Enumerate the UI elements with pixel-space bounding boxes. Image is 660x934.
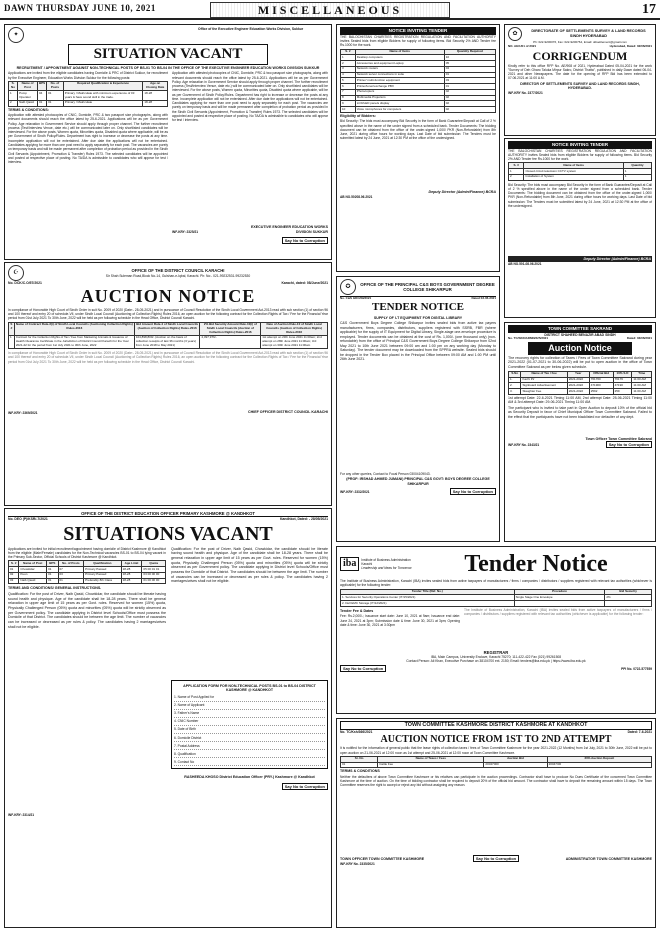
table-cell: 2021-2022 xyxy=(567,389,589,395)
table-header: Name of Items xyxy=(524,163,623,169)
table-cell: Naib Qasid xyxy=(19,578,47,584)
table-cell: 11:00 AM xyxy=(632,377,652,383)
signature-right: ADMINISTRATOR TOWN COMMITTEE KASHMORE xyxy=(565,857,652,862)
table-cell: 9 xyxy=(341,101,356,107)
ad-intro: Applications are invited for initial recruitment/appointment having domicile of District Kashmore @ Kandhkot from the eligible (Male/Female) candidates for the Non-Technical vacancies BS-01 to BS-04 lying vacant in the Primary Sub-Sector, Official Schools of District Kashmore @ Kandhkot. xyxy=(8,546,166,560)
govt-seal-icon: ✦ xyxy=(8,27,24,43)
table-cell: 01 00 00 00 xyxy=(142,578,166,584)
table-header: 10% S.D xyxy=(613,371,632,377)
office-address: Sir Shah Suleman Road,Block No-14, Gulshan-e-Iqbal, Karachi. Ph: No:- 021-99232531-99232530 xyxy=(105,273,251,278)
table-cell: 2. Dell EMC Storage (IT/12/2021) xyxy=(341,601,515,607)
auction-table xyxy=(508,371,652,395)
table-cell: 11:00 AM xyxy=(632,383,652,389)
posts-table xyxy=(8,560,166,584)
table-cell: Naib Qasid xyxy=(18,100,38,106)
ad-title: NOTICE INVITING TENDER xyxy=(508,141,652,149)
table-cell: Chowkidar xyxy=(19,567,47,573)
table-header: Procedure xyxy=(514,589,605,595)
signature: CHIEF OFFICER DISTRICT COUNCIL KARACHI xyxy=(248,410,328,415)
table-header: S. # xyxy=(9,561,19,567)
table-header: Official Bid xyxy=(589,371,613,377)
office-name: OFFICE OF THE DISTRICT COUNCIL KARACHI xyxy=(131,268,225,274)
notice-inviting-tender-2-ad xyxy=(504,138,656,318)
contact-text: For any other queries, Contact to Focal Person 03004109043. xyxy=(340,471,431,476)
form-field: 4. CNIC Number xyxy=(174,718,325,726)
corrigendum-ad xyxy=(504,24,656,136)
sakrand-auction-ad xyxy=(504,322,656,542)
ad-title: Tender Notice xyxy=(464,551,608,577)
ad-title: AUCTION NOTICE xyxy=(80,286,256,307)
table-cell: Primary / Matriculate xyxy=(63,100,143,106)
table-cell: 02 xyxy=(444,95,495,101)
table-cell: Voice microphones for computers xyxy=(355,107,444,113)
table-header: Name of Taxes / Fees xyxy=(378,756,484,762)
table-cell: 1 xyxy=(623,174,651,180)
criteria-title: Eligibility of Bidders: xyxy=(340,113,376,118)
table-header: S. # xyxy=(341,49,356,55)
table-cell: Photocopiers xyxy=(355,89,444,95)
table-cell: 04 xyxy=(37,91,46,101)
auction-table xyxy=(340,756,652,769)
bid-security-text: Bid Security: The bids must accompany Bid Security in the form of Bank Guarantee/Deposit at Call of 2 % specified above in the name of the under signed from a scheduled bank. Tender Documents: The bidding document can be obtained from the office of the under-signed 1,000/ PKR (Non-Refundable) from 8th June, 2021 during office hours for working days. Last Date of bid submission: The Tenders must be submitted latest by 24 June, 2021 at 12:30 PM at the office of the undersigned. xyxy=(508,182,652,208)
table-header: 2% Bid Security Amount Rule-10(i) of Sindh Local Councils (Auction of Collection Rights) Rules-2016 xyxy=(200,322,261,335)
office-phones: Ph: 022-9200076, Fax: 022-9200764, Email: ddsettlement@gmail.com xyxy=(533,40,627,44)
table-cell: Installation of System xyxy=(524,174,623,180)
say-no-corruption-badge: Say No to Corruption xyxy=(282,237,328,244)
table-header: S. No xyxy=(9,81,18,91)
table-cell: 6 xyxy=(341,84,356,90)
items-table xyxy=(508,162,652,180)
table-cell: 1 xyxy=(509,169,524,175)
fee-title: Tender Fee & Dates xyxy=(340,608,374,613)
table-cell: Desktop computers xyxy=(355,55,444,61)
iba-logo-icon: iba xyxy=(340,557,359,572)
table-cell: 01 xyxy=(47,100,64,106)
table-cell: 07 xyxy=(58,567,84,573)
signature: EXECUTIVE ENGINEER EDUCATION WORKS DIVISION SUKKUR xyxy=(250,225,328,234)
terms-body: Application with attested photocopies of CNIC, Domicile, PRC & two passport size photographs, along with relevant documents should reach the office latest by 25-6-2021. Applications will be as per Government Policy. Age relaxation in Government Service should apply through proper channel. The further recruitment process (Test/Interview Venue, date etc.) will be communicated later on. Only shortlisted candidates will be interviewed. For the above posts, Women quota, Minorities quota, Disabled quota where applicable, will be as per Government of Sindh Policy/Rules. Department has right to increase or decrease the posts at any time. Incomplete application will not be entertained. After due date the applications will not be entertained. Candidates applying for more than one post need to apply separately for each post. The vacancies are purely on temporary basis and will be made permanent after completion of probation period as provided in the Sindh Civil Servants (Appointment, Promotion & Transfer) Rules 1973. The selected candidates will be appointed and posted at respective place of posting. No TA/DA is admissible to candidates who will appear for test / interview. xyxy=(8,113,168,165)
table-cell: 02 xyxy=(444,107,495,113)
inf-number: INF-KRY: 2314/21 xyxy=(8,812,35,817)
form-field: 2. Name of Applicant xyxy=(174,702,325,710)
table-cell: 2,097,976/- xyxy=(200,335,261,348)
table-header: S. # xyxy=(509,163,524,169)
ref-date: Dated: 03/06/2021 xyxy=(626,335,652,340)
inf-number: INF-KRY: 2325/21 xyxy=(172,230,199,235)
ad-intro: The Institute of Business Administration, Karachi (IBA) invites sealed bids from active taxpayers of manufacturers / firms / companies / distributors / suppliers registered with relevant tax authorities (whichever is applicable) for the following tender: xyxy=(340,579,652,588)
table-cell: 03 xyxy=(58,572,84,578)
table-header: Bid Amount Rule-4 of Sindh Local Councils (Auction of Collection Rights) Rules-2016 xyxy=(134,322,200,335)
situations-vacant-ad xyxy=(4,508,332,928)
signature: Deputy Director (Admin/Finance) BCRA xyxy=(428,190,496,195)
table-cell: 18-28 xyxy=(121,572,142,578)
table-header: Year xyxy=(567,371,589,377)
iba-instructions: The Institute of Business Administration, Karachi (IBA) invites sealed bids from active taxpayers of manufacturers / firms / companies / distributors / suppliers registered with relevant tax authorities (whichever is applicable) for the following tender: xyxy=(464,607,652,617)
table-row xyxy=(9,335,328,348)
ref-number: PPI No. 0722-577559 xyxy=(621,666,652,671)
ref-number: NO. AE/1/01 of 2021 xyxy=(508,43,537,48)
table-cell: Kachi Pir xyxy=(521,377,567,383)
table-row xyxy=(9,100,168,106)
inf-number: INF-KRY No. 2377/2021 xyxy=(508,90,543,95)
table-cell: Multimedia Projectors xyxy=(355,95,444,101)
table-cell: 1 xyxy=(341,55,356,61)
table-cell: 01 xyxy=(444,72,495,78)
table-cell: Signboard Advertisement xyxy=(521,383,567,389)
ad-intro: THE BALOCHISTAN CHARITIES REGISTRATION REGULATION AND FACILITATION AUTHORITY invites Sealed bids from eligible Bidders for supply of following items. Bid Security 2% AND Tender fee Rs.1000 for the work. xyxy=(340,34,496,48)
say-no-corruption-badge: Say No to Corruption xyxy=(606,441,652,448)
bid-security-text: Bid Security: The bids must accompany Bid Security in the form of Bank Guarantee/Deposit at Call of 2 % specified above in the name of the under signed from a scheduled bank. Tender Documents: The bidding document can be obtained from the office of the under-signed 1,000/ PKR (Non-Refundable) from 8th June, 2021 during office hours for working days. Last Date of bid submission: The Tenders must be submitted latest by 24 June, 2021 at 12:30 PM at the office of the undersigned. xyxy=(340,119,496,141)
ref-date: Dated 03-06-2021 xyxy=(471,296,496,300)
signature: Deputy Director (Admin/Finance) BCRA xyxy=(508,256,652,262)
terms-continued-text: Application with attested photocopies of CNIC, Domicile, PRC & two passport size photographs, along with relevant documents should reach the office latest by 25-6-2021. Applications will be as per Government Policy. Age relaxation in Government Service should apply through proper channel. The further recruitment process (Test/Interview Venue, date etc.) will be communicated later on. Only shortlisted candidates will be interviewed. For the above posts, Women quota, Minorities quota, Disabled quota where applicable, will be as per Government of Sindh Policy/Rules. Department has right to increase or decrease the posts at any time. Incomplete application will not be entertained. After due date the applications will not be entertained. Candidates applying for more than one post need to apply separately for each post. The vacancies are purely on temporary basis and will be made permanent after completion of probation period as provided in the Sindh Civil Servants (Appointment, Promotion & Transfer) Rules 1973. The selected candidates will be appointed and posted at respective place of posting. No TA/DA is admissible to candidates who will appear for test / interview. xyxy=(172,71,328,123)
table-header: Auction Bid xyxy=(484,756,547,762)
table-cell: 04 xyxy=(444,66,495,72)
table-cell: 3. xyxy=(509,389,521,395)
ad-intro: It is notified for the information of general public that the lease rights of collection taxes / fees of Town Committee Kashmore for the year 2021-2022 (12 Months) from 1st July, 2021 to 30th June, 2022 will be put to open auction on 21-06-2021 at 12:00 noon as 1st attempt and 25-06-2021 at 12:00 noon at Town Committee Kashmore. xyxy=(340,746,652,755)
table-header: S # xyxy=(9,322,15,335)
institute-name: Institute of Business Administration Karachi xyxy=(361,558,411,566)
office-name: OFFICE OF THE DISTRICT EDUCATION OFFICER PRIMARY KASHMORE @ KANDHKOT xyxy=(8,511,328,517)
form-field: 7. Postal Address xyxy=(174,742,325,750)
say-no-corruption-badge: Say No to Corruption xyxy=(450,488,496,495)
terms-title: TERMS & CONDITIONS: xyxy=(8,107,49,112)
ad-intro: In compliance of Honorable High Court of Sindh Order in suit No. 2009 of 2020 (Date:- 28-05-2021) and in pursuance of Council Resolution of the Sindh Local Government Act-2013 read with sub section (1) of section 96 and 100 thereof and entry 20 of schedule-VII, under Sindh Local Council (Auctioning of Collection Rights) Rules 2016, an open auction for the following contract for the Collection Rights of Tax / Fee for the Financial Year period from 01st July 2021 To 30th June, 2022 will be held as per following schedule in the Head Office, District Council Karachi. xyxy=(8,307,328,321)
ad-title: SITUATIONS VACANT xyxy=(63,522,273,545)
table-header: Quota xyxy=(142,561,166,567)
table-cell: Single Stage One Envelope xyxy=(514,595,605,601)
auction-table xyxy=(8,322,328,350)
corrigendum-body: Kindly refer to this office RFP No. AE/908 of 2021, Hyderabad Dated 05-04-2021 for the work "Survey of Deh Gharo Taluka Mirpur Sakro, District Thatta", published in daily Dawn dated 06-04-2021 and other Newspapers. The date for the opening of RFP Bid has been extended to 07.06.2021 at 11:00 A.M. xyxy=(508,63,652,81)
form-field: 8. Qualification xyxy=(174,750,325,758)
table-header: Bid Security xyxy=(605,589,652,595)
table-cell: Accessories and equipment Laptop xyxy=(355,61,444,67)
table-header: Required Qualification & Experience xyxy=(63,81,143,91)
table-cell: Network routers xyxy=(355,66,444,72)
ref-date: Hyderabad, Dated: 02/06/2021 xyxy=(609,43,652,48)
form-title: APPLICATION FORM FOR NON-TECHNICAL POSTS BS-01 to BS-04 DISTRICT KASHMORE @ KANDHKOT xyxy=(183,683,316,692)
table-header: No. of Posts xyxy=(58,561,84,567)
table-header: Time xyxy=(632,371,652,377)
form-field: 5. Date of Birth xyxy=(174,726,325,734)
office-name: OFFICE OF THE PRINCIPAL C&S BOYS GOVERNMENT DEGREE COLLEGE SHIKARPUR xyxy=(360,281,495,292)
ad-subtitle: RECRUITMENT / APPOINTMENT AGAINST NON-TECHNICAL POSTS OF BS-01 TO BS-04 IN THE OFFICE OF THE EXECUTIVE ENGINEER EDUCATION WORKS DIVISION SUKKUR xyxy=(16,65,320,70)
masthead xyxy=(0,0,660,20)
table-cell: 01 xyxy=(444,84,495,90)
sindh-seal-icon: ✿ xyxy=(508,27,522,41)
supply-title: SUPPLY OF I-T EQUIPMENT FOR DIGITAL LIBRARY xyxy=(373,315,463,320)
table-cell: Network server connections in suite xyxy=(355,72,444,78)
signature: (PROF: IRSHAD AHMED JUMANI) PRINCIPAL C&S GOVT: BOYS DEGREE COLLEGE SHIKARPUR xyxy=(346,477,490,486)
table-cell xyxy=(605,601,652,607)
table-cell: 18-28 xyxy=(121,567,142,573)
table-cell: 20047000 xyxy=(484,762,547,768)
table-cell: 01 xyxy=(58,578,84,584)
table-cell: Contract for the Collection Rights of Tax / Fee from Marketing Animals & Issuance of Health Clearance Certificate in the Jurisdiction of District Council Karachi for the Year 2021-22 for the period from 1st July 2021 to 30th June, 2022 xyxy=(14,335,134,348)
table-cell: 01 xyxy=(47,567,58,573)
application-form xyxy=(171,680,328,770)
table-cell: 2. xyxy=(509,383,521,389)
table-row xyxy=(9,91,168,101)
ref-number: No. DCK/C.O/57/2021 xyxy=(8,281,42,285)
table-cell: Printer/toner/exchange PBX xyxy=(355,84,444,90)
office-name: Office of the Executive Engineer Education Works Division, Sukkur xyxy=(198,27,304,31)
council-logo-icon: ☪ xyxy=(8,265,24,281)
inf-number: INF-KRY No. 2335/2021 xyxy=(340,861,375,866)
ref-number: No. TC/Ksh/366/2021 xyxy=(340,729,373,734)
ref-number: No. TC/SKD/ADMN/225/2021 xyxy=(508,335,549,340)
ad-intro: The recovery rights for collection of Taxes / Fees of Town Committee Sakrand during year 2021-2022 (01-07-2021 to 30-06-2022) will be put to open auction in the office of Town Committee Sakrand as per below given schedule. xyxy=(508,355,652,370)
office-name: DIRECTORATE OF SETTLEMENTS SURVEY & LAND RECORDS SINDH HYDERABAD xyxy=(531,29,646,38)
table-header: Quantity xyxy=(623,163,651,169)
ad-title: TENDER NOTICE xyxy=(372,300,464,313)
table-row xyxy=(341,107,496,113)
table-cell: 2 xyxy=(509,174,524,180)
ad-intro: Applications are invited from the eligible candidates having Domicile & PRC of District Sukkur, for recruitment by the Executive Engineer, Education Works Division Sukkur for the following posts: xyxy=(8,71,168,80)
table-cell: 02 xyxy=(444,101,495,107)
office-name: TOWN COMMITTEE SAKRAND xyxy=(508,325,652,333)
table-header: Qualification xyxy=(84,561,121,567)
table-header: Name of Post xyxy=(19,561,47,567)
ref-date: Karachi, dated: 08/June/2021 xyxy=(281,281,328,285)
table-cell: 10 xyxy=(444,55,495,61)
inf-number: INF-KRY: 2369/2021 xyxy=(8,410,38,415)
table-cell: 76176 xyxy=(613,377,632,383)
table-cell: 01 xyxy=(341,762,378,768)
table-cell: 761760 xyxy=(589,377,613,383)
table-cell: 05 xyxy=(444,61,495,67)
table-cell: 01 xyxy=(47,572,58,578)
table-cell: Cattle Fee xyxy=(378,762,484,768)
table-cell: Slaughter Fee xyxy=(521,389,567,395)
table-header: Tender Title (Ref. No.) xyxy=(341,589,515,595)
table-cell: 471900 xyxy=(589,383,613,389)
form-field: 3. Father's Name xyxy=(174,710,325,718)
terms-continued-text: Qualification: For the post of Driver, Naib Qasid, Chowkidar, the candidate should be literate having sound health and physique. Age of the candidate shall be 18-28 years. There shall be general relaxation in upper age limit of 15 years as per Govt. rules. Reserved for women (15%) quota, Physically Challenged Person (05%) quota and minorities (05%) quota will be strictly observed as per Government policy. The candidate applying in District level Schools/Office must possess the Domicile of that District. The candidates should be between the age limit. The number of vacancies can be increased or decreased as per rules & policy. The candidates having 2 marriages/wives shall not be eligible. xyxy=(171,546,328,584)
table-header: Sr. No xyxy=(341,756,378,762)
principal-tender-notice-ad xyxy=(336,276,500,542)
ad-title: SITUATION VACANT xyxy=(68,44,268,65)
ref-number: No. DEO (P)/KSR/-7/2021 xyxy=(8,517,48,522)
iba-address: IBA, Main Campus, University Enclave, Karachi 75270; 111-422-422 Fax (021) 99261508 xyxy=(430,655,562,660)
table-row xyxy=(341,601,652,607)
table-cell: 11:00 AM xyxy=(632,389,652,395)
table-cell: 05 00 01 01 xyxy=(142,567,166,573)
kashmore-auction-ad xyxy=(336,718,656,928)
table-header: Age Limit xyxy=(121,561,142,567)
table-row xyxy=(9,578,166,584)
notice-inviting-tender-ad xyxy=(336,24,500,272)
table-cell: 2592 xyxy=(589,389,613,395)
table-header: Name of Contract Rule-3(i) of Sindh Local Councils (Auctioning Collection Rights) Rules-2016 xyxy=(14,322,134,335)
table-cell: 3 xyxy=(341,66,356,72)
table-header: Date of Auction Rule-10 of Sindh Local Councils (Auction of Collection Rights) Rules-2016 xyxy=(261,322,328,335)
table-cell: 7 xyxy=(341,89,356,95)
table-cell: 01 xyxy=(47,578,58,584)
table-cell: 2 xyxy=(341,61,356,67)
ad-title: Auction Notice xyxy=(528,342,632,355)
table-cell: 02 xyxy=(444,89,495,95)
iba-contact: Contact Person: Ali Khan, Executive Purchase on 38104700 ext. 2150; Email: tenders@iba.edu.pk | https://www.iba.edu.pk xyxy=(406,659,586,664)
say-no-corruption-badge: Say No to Corruption xyxy=(473,855,519,862)
table-cell: 03 xyxy=(444,78,495,84)
ad-title: NOTICE INVITING TENDER xyxy=(340,27,496,35)
table-cell: 1. xyxy=(509,377,521,383)
signature: DIRECTOR OF SETTLEMENTS SURVEY AND LAND RECORDS SINDH, HYDERABAD. xyxy=(520,81,640,91)
table-header: Quantity Required xyxy=(444,49,495,55)
table-cell: Closed circuit television CCTV system xyxy=(524,169,623,175)
table-cell: Peon xyxy=(19,572,47,578)
table-cell: 1st attempt on 23th June 2021 11:00am; 2nd attempt on 28th June 2021 11:00am; 3rd attempt on 30th June 2021 11:00am xyxy=(261,335,328,348)
terms-continued xyxy=(172,71,328,221)
table-cell: 02 xyxy=(9,572,19,578)
table-cell: 4 xyxy=(341,72,356,78)
table-cell: 1 xyxy=(9,335,15,348)
table-header: Name of Items xyxy=(355,49,444,55)
ref-number: No. C&S GDC/69/2021 xyxy=(340,296,372,300)
inf-number: INF-KRY: 2332/2021 xyxy=(340,489,370,494)
table-cell: Primary Passed xyxy=(84,572,121,578)
table-row xyxy=(509,389,652,395)
auction-terms: The participant who is invited to take part in Open Auction to deposit 10% of the official bid as Security Deposit in favor of Chief Municipal Officer Town Committee Sakrand. Failed to the effect that the participants have not been blacklisted nor defaulter of any dept. xyxy=(508,405,652,419)
table-header: Name of Post xyxy=(18,81,38,91)
table-cell: 20047/00 xyxy=(547,762,651,768)
say-no-corruption-badge: Say No to Corruption xyxy=(282,783,328,790)
table-header: 20% Auction Deposit xyxy=(547,756,651,762)
table-cell: Pump Operator xyxy=(18,91,38,101)
table-cell: 5 xyxy=(341,78,356,84)
registrar-title: REGISTRAR xyxy=(483,649,509,655)
table-cell: 1 xyxy=(623,169,651,175)
table-header: No. of Posts xyxy=(47,81,64,91)
terms-body: Neither the defaulters of above Town Committee Kashmore or his relatives can participate in the auction proceedings. Contractor shall have to produce No Dues Certificate of the concerned Town Committee Kashmore at the time of auction. On the time of bidding contractor shall be required to deposit 20% of the official bid amount. The contractor shall have to deposit the remaining amount within 15 days. The Town Committee reserves the right to accept or reject any bid without assigning any reason. xyxy=(340,774,652,788)
items-table xyxy=(340,49,496,113)
tender-body: C&S Government Boys Degree College Shikarpur invites sealed bids from active tax payers manufacturers, firms, companies, distributors, suppliers registered with SSRB, FBR (where applicable) for the supply of IT Equipment for Digital Library, Single-stage one-envelope procedure is employed. Tender documents can be obtained at the cost of Rs. 1,000/- (one thousand only) (non-refundable) from the office of Principal C&S Government Boys Degree College Shikarpur from 02nd May 2021 to 10th June 2021 between 09:00 am and 1:00 pm on any working day (Monday to Saturday). The tender document may be downloaded from the SPPRA website. Sealed bids should be dropped in the Tender Box placed in the Principal Office between 09:00 AM and 1:00 PM until 26th June 2021. xyxy=(340,320,496,362)
table-header: Age on Closing Date xyxy=(143,81,168,91)
table-cell: 2021-2022 xyxy=(567,377,589,383)
fee-details: Fee: Rs.2,000/-; Issuance start date: June 10, 2021 at 9am; Issuance end date: June 24, 2021 at 3pm; Submission date & time: June 30, 2021 at 3pm; Opening date & time: June 30, 2021 at 3:30pm xyxy=(340,614,460,627)
form-field: 6. Domicile District xyxy=(174,734,325,742)
table-cell: 03 xyxy=(9,578,19,584)
situation-vacant-ad xyxy=(4,24,332,260)
posts-table xyxy=(8,81,168,107)
table-cell: Printer/ multi-function equipment xyxy=(355,78,444,84)
ad-title: CORRIGENDUM xyxy=(532,48,628,63)
ref-number: AB NO.501-08.06.2021 xyxy=(508,262,542,267)
signature: Town Officer Town Committee Sakrand xyxy=(585,436,652,441)
form-field: 1. Name of Post Applied for xyxy=(174,693,325,701)
section-title: MISCELLANEOUS xyxy=(210,2,450,18)
table-cell: 01 xyxy=(37,100,46,106)
signature-left: TOWN OFFICER TOWN COMMITTEE KASHMORE xyxy=(340,857,425,862)
masthead-date: DAWN THURSDAY JUNE 10, 2021 xyxy=(4,3,156,13)
institute-tagline: Leadership and Ideas for Tomorrow xyxy=(361,566,412,570)
table-header: Name of Tax / Fee xyxy=(521,371,567,377)
table-cell: 1 xyxy=(9,91,18,101)
table-cell: 47190 xyxy=(613,383,632,389)
table-cell: 18-28 xyxy=(143,100,168,106)
table-cell: 03 00 00 00 xyxy=(142,572,166,578)
ref-date: Kandhkot, Dated: - 28/05/2021 xyxy=(279,517,328,522)
terms-body: Qualification: For the post of Driver, Naib Qasid, Chowkidar, the candidate should be literate having sound health and physique. Age of the candidate shall be 18-28 years. There shall be general relaxation in upper age limit of 15 years as per Govt. rules. Reserved for women (15%) quota, Physically Challenged Person (05%) quota and minorities (05%) quota will be strictly observed as per Government policy. The candidate applying in District level Schools/Office must possess the Domicile of that District. The candidates should be between the age limit. The number of vacancies can be increased or decreased as per rules & policy. The candidates having 2 marriages/wives shall not be eligible. xyxy=(8,591,166,629)
ad-intro: THE BALOCHISTAN CHARITIES REGISTRATION REGULATION AND FACILITATION AUTHORITY invites Sealed bids from eligible Bidders for supply of following items. Bid Security 2% AND Tender fee Rs.1000 for the work. xyxy=(508,148,652,162)
table-row xyxy=(509,174,652,180)
ref-number: AB NO.50208.06.2021 xyxy=(340,194,373,199)
auction-notice-ad xyxy=(4,262,332,506)
table-cell: 1. Services for Security Operations Center (IT/15/2021) xyxy=(341,595,515,601)
auction-terms: In compliance of Honorable High Court of Sindh Order in suit No. 2009 of 2020 (Date:- 28-05-2021) and in pursuance of Council Resolution of the Sindh Local Government Act-2013 read with sub section (1) of section 96 and 100 thereof and entry 20 of schedule-VII, under Sindh Local Council (Auctioning of Collection Rights) Rules 2016, an open auction for the following contract for the Collection Rights of Tax / Fee for the Financial Year period from 01st July 2021 To 30th June, 2022 will be held as per following schedule in the Head Office, District Council Karachi. xyxy=(8,351,328,364)
table-cell: 18-28 xyxy=(121,578,142,584)
table-cell: LCD/LED panels display xyxy=(355,101,444,107)
ref-date: Dated: 7-6-2021 xyxy=(627,729,652,734)
auction-schedule: 1st attempt Date: 22-6-2021 Timing 11:00 AM, 2nd attempt Date: 25-06-2021 Timing 11:00 AM & 3rd attempt Date: 29-06-2021 Timing 11:00 AM. xyxy=(508,395,652,405)
table-header: BPS xyxy=(47,561,58,567)
table-cell: 18-28 xyxy=(143,91,168,101)
table-cell: Primary / Matriculate with minimum experience of 03 years & have sound skill in the trade. xyxy=(63,91,143,101)
table-cell: Preferably 8th Class xyxy=(84,578,121,584)
office-district: DISTRICT SHAHEED BENAZIR ABAD SINDH xyxy=(544,332,616,337)
ad-title: AUCTION NOTICE FROM 1ST TO 2ND ATTEMPT xyxy=(380,733,612,745)
office-name: TOWN COMMITTEE KASHMORE DISTRICT KASHMORE AT KANDHKOT xyxy=(340,721,652,730)
table-cell: 2% xyxy=(605,595,652,601)
table-cell: 8 xyxy=(341,95,356,101)
table-cell: 01 xyxy=(47,91,64,101)
page-number: 17 xyxy=(642,2,656,17)
table-row xyxy=(341,762,652,768)
table-cell: 10 xyxy=(341,107,356,113)
terms-title: TERMS AND CONDITIONS/ GENERAL INSTRUCTIONS. xyxy=(8,586,102,591)
table-cell xyxy=(514,601,605,607)
table-cell: Primary Passed xyxy=(84,567,121,573)
table-header: BPS xyxy=(37,81,46,91)
college-logo-icon: ✪ xyxy=(340,279,356,295)
table-cell: 259 xyxy=(613,389,632,395)
form-field: 9. Contact No xyxy=(174,758,325,766)
tender-table xyxy=(340,589,652,607)
signature: RASHEEDA KHOSO District Education Officer (PRY.) Kashmore @ Kandhkot xyxy=(184,775,315,780)
iba-tender-notice-ad xyxy=(336,546,656,714)
table-cell: 2021-2022 xyxy=(567,383,589,389)
inf-number: INF-KRY No. 2343/21 xyxy=(508,442,540,447)
table-header: S.No xyxy=(509,371,521,377)
table-cell: 01 xyxy=(9,567,19,573)
terms-title: TERMS & CONDITIONS xyxy=(340,769,380,774)
say-no-corruption-badge: Say No to Corruption xyxy=(340,665,386,672)
table-cell: 104,898,800/- (Auction on the basis of collection receipts of last 36 months (3 years) from June 2018 to May 2021) xyxy=(134,335,200,348)
table-cell: 2 xyxy=(9,100,18,106)
